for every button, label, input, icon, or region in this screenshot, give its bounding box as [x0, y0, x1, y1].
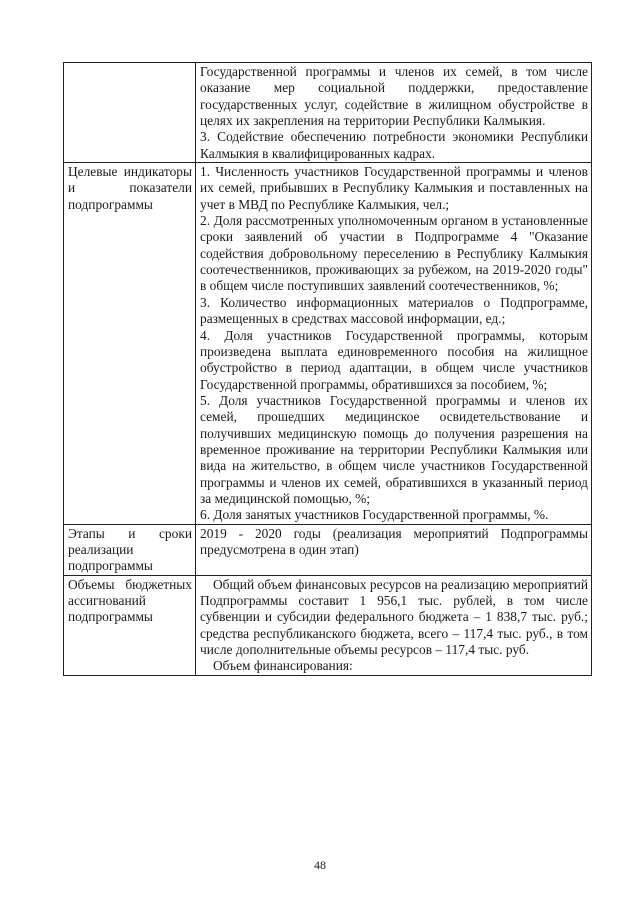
paragraph: Объем финансирования: — [213, 658, 353, 674]
row-content-cell — [196, 524, 592, 575]
table-row — [64, 575, 592, 675]
indicator-item: 6. Доля занятых участников Государственной программы, %. — [200, 507, 549, 523]
indicator-item: 1. Численность участников Государственной программы и членов их семей, прибывших в Республику Калмыкия и поставленных на учет в МВД по Республике Калмыкия, чел.; — [200, 164, 588, 212]
row-label-cell — [64, 575, 196, 675]
paragraph: Государственной программы и членов их семей, в том числе оказание мер социальной поддержки, предоставление государственных услуг, содействие в жилищном обустройстве в целях их закрепления на территории Республики Калмыкия. — [200, 64, 588, 129]
paragraph: 3. Содействие обеспечению потребности экономики Республики Калмыкия в квалифицированных кадрах. — [200, 129, 588, 161]
row-label-cell — [64, 63, 196, 163]
table-row — [64, 163, 592, 525]
row-content-cell — [196, 575, 592, 675]
table-row — [64, 63, 592, 163]
row-label: Объемы бюджетных ассигнований подпрограммы — [68, 576, 192, 625]
row-content-cell — [196, 163, 592, 525]
indicator-item: 5. Доля участников Государственной программы и членов их семей, прошедших медицинское освидетельствование и получивших медицинскую помощь до получения разрешения на временное проживание на территории Республики Калмыкия или вида на жительство, в общем числе участников Государственной программы и членов их семей, обратившихся в указанный период за медицинской помощью, %; — [200, 392, 588, 506]
row-label-cell — [64, 163, 196, 525]
row-label-cell — [64, 524, 196, 575]
paragraph: 2019 - 2020 годы (реализация мероприятий Подпрограммы предусмотрена в один этап) — [200, 525, 588, 557]
indicator-item: 4. Доля участников Государственной программы, которым произведена выплата единовременного пособия на жилищное обустройство в период адаптации, в общем числе участников Государственной программы, обратившихся за пособием, %; — [200, 327, 588, 392]
indicator-item: 3. Количество информационных материалов о Подпрограмме, размещенных в средствах массовой информации, ед.; — [200, 294, 588, 327]
indicator-item: 2. Доля рассмотренных уполномоченным органом в установленные сроки заявлений об участии в Подпрограмме 4 "Оказание содействия добровольному переселению в Республику Калмыкия соотечественников, проживающих за рубежом, на 2019-2020 годы" в общем числе поступивших заявлений соотечественников, %; — [200, 213, 588, 294]
table-row — [64, 524, 592, 575]
paragraph: Общий объем финансовых ресурсов на реализацию мероприятий Подпрограммы составит 1 956,1 тыс. рублей, в том числе субвенции и субсидии федерального бюджета – 1 838,7 тыс. руб.; средства республиканского бюджета, всего – 117,4 тыс. руб., в том числе дополнительные объемы ресурсов – 117,4 тыс. руб. — [200, 576, 588, 658]
row-label: Этапы и сроки реализации подпрограммы — [68, 525, 192, 574]
row-label: Целевые индикаторы и показатели подпрограммы — [68, 164, 192, 212]
passport-table — [63, 62, 592, 676]
row-content-cell — [196, 63, 592, 163]
page-number: 48 — [314, 858, 326, 872]
